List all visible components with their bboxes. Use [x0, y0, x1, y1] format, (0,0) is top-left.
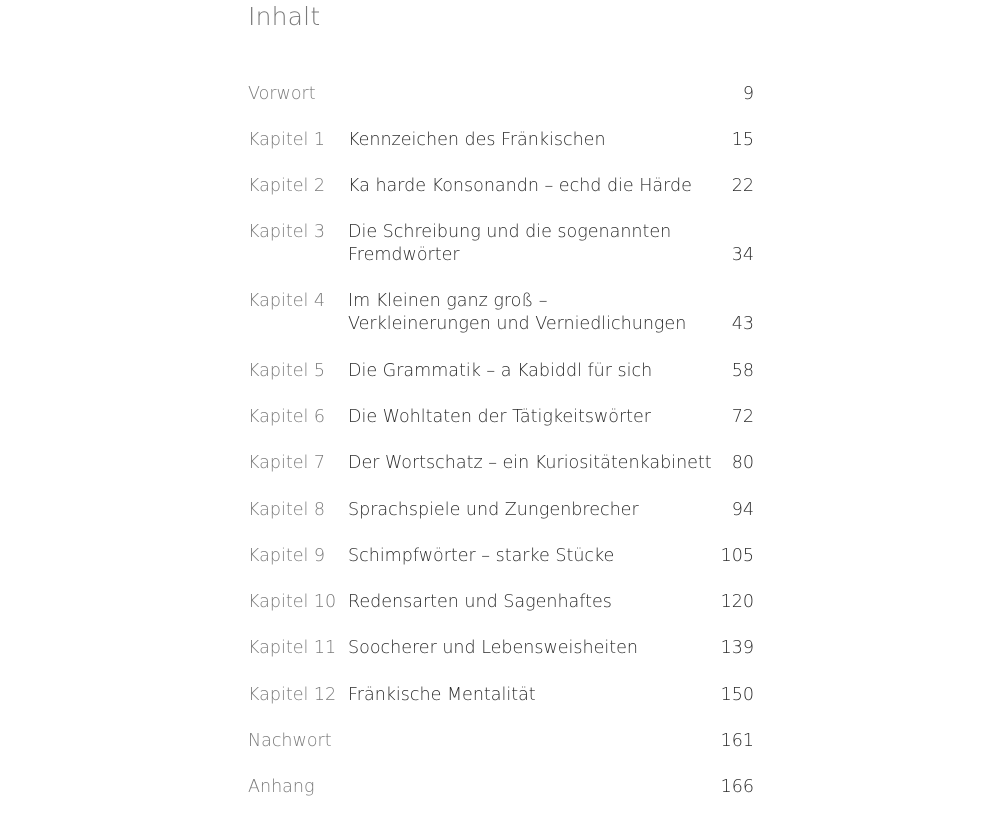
- toc-entry-title: [348, 360, 708, 383]
- toc-entry-title: [348, 221, 708, 267]
- toc-entry-kapitel-6[interactable]: [248, 406, 754, 456]
- toc-entry-page: 43: [731, 314, 754, 334]
- toc-entry-title: [348, 545, 708, 568]
- toc-entry-label: Kapitel 7: [248, 453, 326, 473]
- toc-entry-title-line: Soocherer und Lebensweisheiten: [348, 638, 638, 658]
- toc-entry-page: 150: [720, 685, 754, 705]
- toc-entry-label: Anhang: [248, 777, 315, 797]
- toc-entry-label: Vorwort: [248, 84, 316, 104]
- toc-entry-title-line: Die Grammatik – a Kabiddl für sich: [348, 361, 653, 381]
- toc-entry-label: Kapitel 5: [248, 361, 326, 381]
- toc-entry-title: [348, 452, 712, 475]
- toc-entry-title-line: Fränkische Mentalität: [348, 685, 536, 705]
- toc-entry-title: [348, 637, 708, 660]
- toc-entry-title-line: Im Kleinen ganz groß –: [348, 291, 548, 311]
- table-of-contents: [248, 0, 768, 800]
- toc-entry-page: 80: [731, 453, 754, 473]
- toc-entry-anhang[interactable]: [248, 776, 754, 826]
- toc-entry-kapitel-7[interactable]: [248, 452, 754, 502]
- toc-entry-nachwort[interactable]: [248, 730, 754, 780]
- toc-entry-label: Kapitel 8: [248, 500, 326, 520]
- toc-heading: Inhalt: [248, 2, 321, 31]
- toc-entry-kapitel-8[interactable]: [248, 499, 754, 549]
- toc-entry-kapitel-10[interactable]: [248, 591, 754, 641]
- toc-entry-label: Kapitel 9: [248, 546, 326, 566]
- toc-entry-label: Nachwort: [248, 731, 332, 751]
- toc-entry-label: Kapitel 2: [248, 176, 326, 196]
- toc-entry-kapitel-5[interactable]: [248, 360, 754, 410]
- toc-entry-page: 166: [720, 777, 754, 797]
- toc-entry-page: 94: [731, 500, 754, 520]
- toc-entry-title: [348, 290, 708, 336]
- toc-entry-page: 15: [731, 130, 754, 150]
- toc-entry-label: Kapitel 4: [248, 291, 326, 311]
- toc-entry-title-line: Die Wohltaten der Tätigkeitswörter: [348, 407, 652, 427]
- toc-entry-page: 105: [720, 546, 754, 566]
- toc-entry-title: [348, 129, 708, 152]
- toc-entry-page: 34: [731, 245, 754, 265]
- toc-entry-kapitel-11[interactable]: [248, 637, 754, 687]
- toc-entry-title: [348, 175, 708, 198]
- toc-entry-title-line: Fremdwörter: [348, 245, 460, 265]
- toc-entry-title-line: Schimpfwörter – starke Stücke: [348, 546, 615, 566]
- toc-entry-label: Kapitel 1: [248, 130, 326, 150]
- toc-entry-title-line: Sprachspiele und Zungenbrecher: [348, 500, 639, 520]
- toc-entry-title: [348, 591, 708, 614]
- toc-entry-label: Kapitel 11: [248, 638, 337, 658]
- toc-entry-label: Kapitel 3: [248, 222, 326, 242]
- toc-entry-kapitel-4[interactable]: [248, 290, 754, 340]
- toc-entry-kapitel-9[interactable]: [248, 545, 754, 595]
- toc-entry-page: 139: [720, 638, 754, 658]
- toc-entry-title-line: Verkleinerungen und Verniedlichungen: [348, 314, 687, 334]
- toc-entry-page: 22: [731, 176, 754, 196]
- toc-entry-title: [348, 684, 708, 707]
- toc-entry-title: [348, 499, 708, 522]
- toc-entry-title-line: Redensarten und Sagenhaftes: [348, 592, 612, 612]
- toc-entry-page: 120: [720, 592, 754, 612]
- toc-entry-page: 161: [720, 731, 754, 751]
- toc-entry-page: 58: [731, 361, 754, 381]
- toc-entry-title-line: Die Schreibung und die sogenannten: [348, 222, 672, 242]
- toc-entry-kapitel-2[interactable]: [248, 175, 754, 225]
- toc-entry-label: Kapitel 12: [248, 685, 337, 705]
- toc-entry-kapitel-1[interactable]: [248, 129, 754, 179]
- toc-entry-label: Kapitel 10: [248, 592, 337, 612]
- toc-entry-title-line: Der Wortschatz – ein Kuriositätenkabinett: [348, 453, 712, 473]
- toc-entry-page: 72: [731, 407, 754, 427]
- toc-entry-title: [348, 406, 708, 429]
- toc-entry-title-line: Ka harde Konsonandn – echd die Härde: [348, 176, 692, 196]
- toc-entry-label: Kapitel 6: [248, 407, 326, 427]
- toc-entry-vorwort[interactable]: [248, 83, 754, 133]
- toc-entry-kapitel-12[interactable]: [248, 684, 754, 734]
- toc-entry-page: 9: [742, 84, 754, 104]
- toc-entry-title-line: Kennzeichen des Fränkischen: [348, 130, 606, 150]
- toc-entry-kapitel-3[interactable]: [248, 221, 754, 271]
